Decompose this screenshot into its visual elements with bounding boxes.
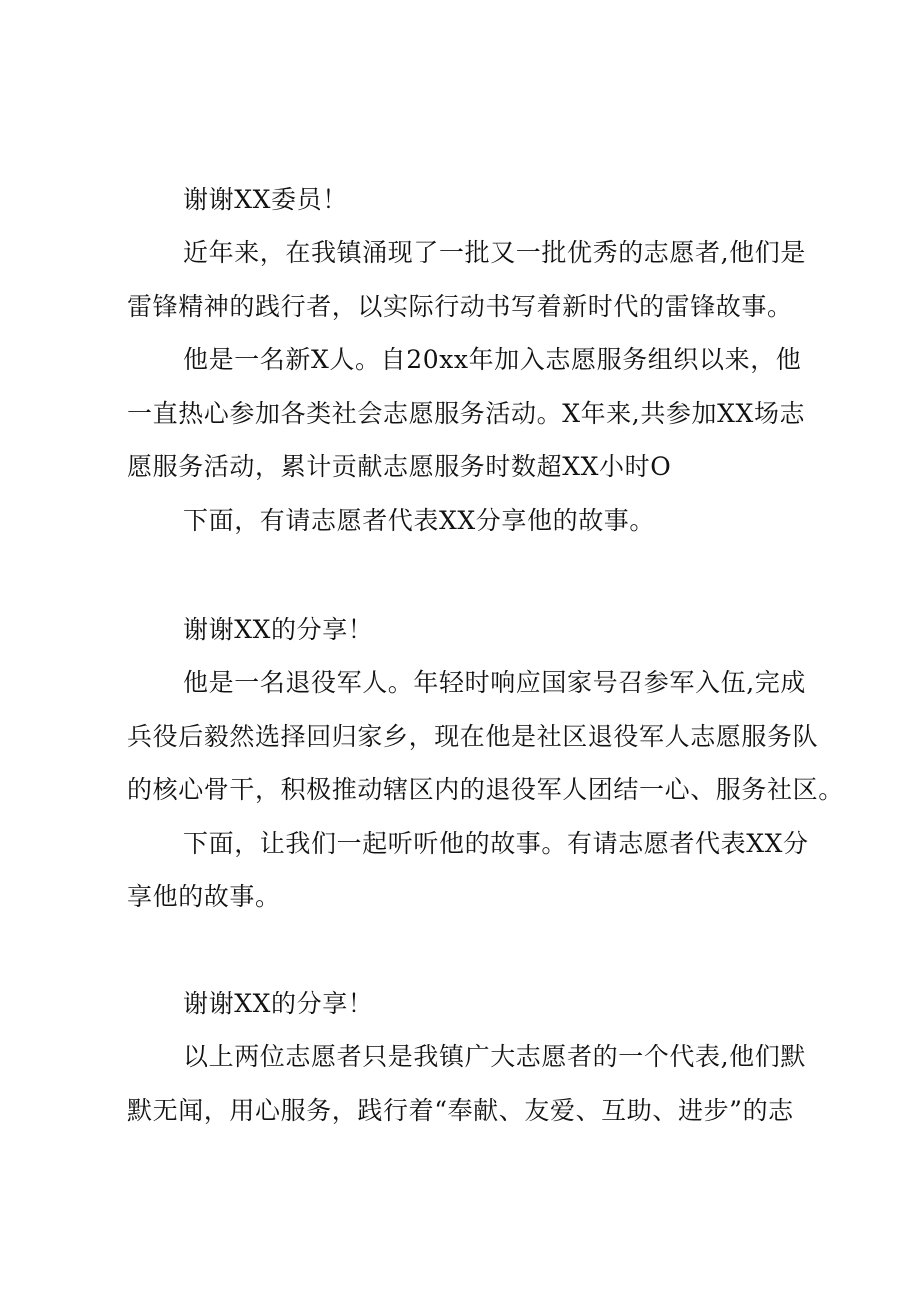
section-1-paragraph-2-line-1: 他是一名新X人。自20xx年加入志愿服务组织以来，他 xyxy=(183,345,802,374)
section-2-paragraph-2-line-1: 下面，让我们一起听听他的故事。有请志愿者代表XX分 xyxy=(183,829,809,858)
section-2-greeting: 谢谢XX的分享！ xyxy=(183,615,374,644)
section-2-paragraph-1-line-1: 他是一名退役军人。年轻时响应国家号召参军入伍,完成 xyxy=(183,668,806,697)
section-3-paragraph-1-line-2: 默无闻，用心服务，践行着“奉献、友爱、互助、进步”的志 xyxy=(127,1096,794,1125)
section-1-paragraph-2-line-2: 一直热心参加各类社会志愿服务活动。X年来,共参加XX场志 xyxy=(127,399,806,428)
section-1-paragraph-2-line-3: 愿服务活动，累计贡献志愿服务时数超XX小时O xyxy=(127,452,672,481)
section-1-paragraph-3-line-1: 下面，有请志愿者代表XX分享他的故事。 xyxy=(183,506,655,535)
section-2-paragraph-1-line-2: 兵役后毅然选择回归家乡，现在他是社区退役军人志愿服务队 xyxy=(127,722,819,751)
section-3-greeting: 谢谢XX的分享！ xyxy=(183,989,374,1018)
section-2-paragraph-2-line-2: 享他的故事。 xyxy=(127,882,281,911)
section-3-paragraph-1-line-1: 以上两位志愿者只是我镇广大志愿者的一个代表,他们默 xyxy=(183,1042,806,1071)
section-2-paragraph-1-line-3: 的核心骨干，积极推动辖区内的退役军人团结一心、服务社区。 xyxy=(127,775,844,804)
section-1-paragraph-1-line-1: 近年来，在我镇涌现了一批又一批优秀的志愿者,他们是 xyxy=(183,238,806,267)
section-1-paragraph-1-line-2: 雷锋精神的践行者，以实际行动书写着新时代的雷锋故事。 xyxy=(127,292,793,321)
section-1-greeting: 谢谢XX委员！ xyxy=(183,185,348,214)
